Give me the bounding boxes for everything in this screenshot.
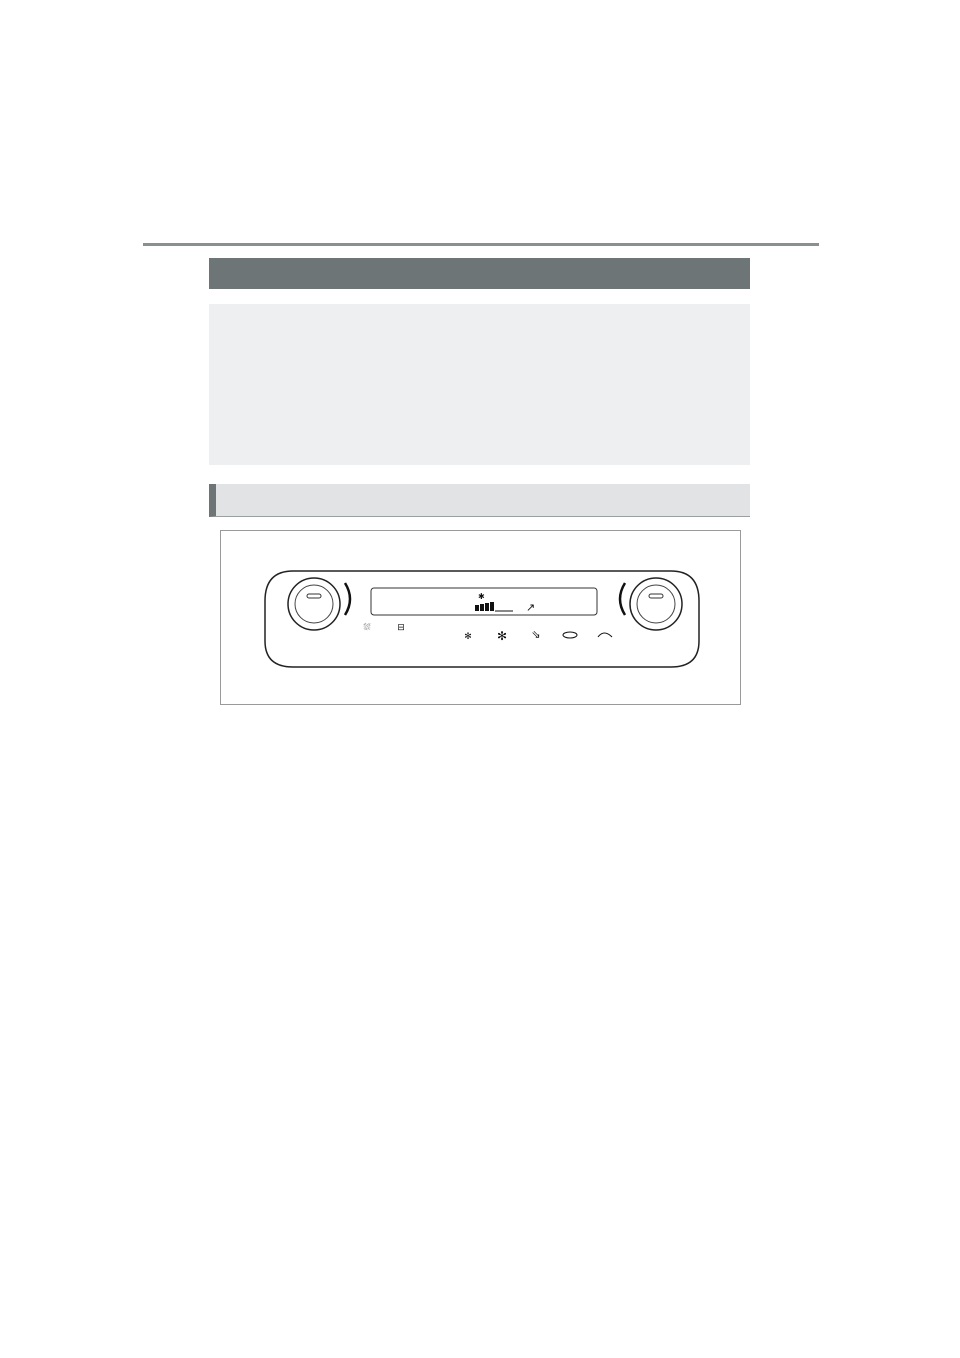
fan-up-icon: ✻ (496, 629, 508, 643)
page-title (209, 258, 750, 289)
airflow-mode-icon: ⇘ (531, 629, 541, 641)
fan-level-bar (490, 602, 494, 611)
display-airflow-icon: ↗ (526, 602, 536, 614)
fan-level-bar (485, 603, 489, 611)
subheading (209, 484, 750, 517)
left-temp-knob-inner (295, 585, 333, 623)
climate-panel-figure (220, 530, 741, 705)
climate-panel-illustration (221, 531, 742, 706)
intro-box (209, 304, 750, 465)
front-defrost-icon: ⛆ (363, 622, 371, 632)
fan-down-icon: ✻ (464, 631, 472, 641)
display-fan-icon: ✱ (478, 592, 485, 601)
fan-level-bar (480, 604, 484, 611)
fan-level-bar (475, 605, 479, 611)
rear-defrost-icon: ⊟ (397, 622, 405, 632)
right-temp-knob-inner (637, 585, 675, 623)
header-divider (143, 243, 819, 246)
